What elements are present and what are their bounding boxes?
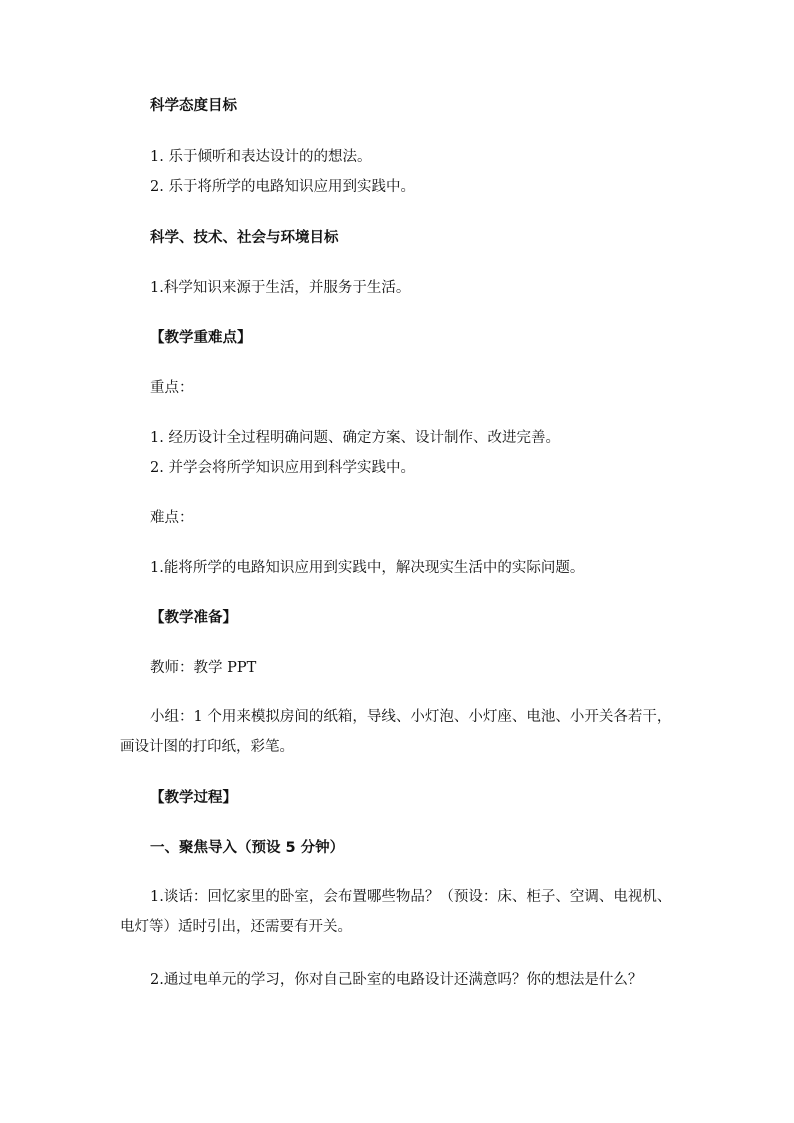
- attitude-item-2: 2. 乐于将所学的电路知识应用到实践中。: [150, 179, 415, 195]
- hard-item-1: 1.能将所学的电路知识应用到实践中，解决现实生活中的实际问题。: [150, 560, 585, 576]
- part1-paragraph-2: 2.通过电单元的学习，你对自己卧室的电路设计还满意吗？你的想法是什么？: [150, 972, 643, 988]
- part1-heading: 一、聚焦导入（预设 5 分钟）: [150, 840, 345, 856]
- sts-item-1: 1.科学知识来源于生活，并服务于生活。: [150, 280, 411, 296]
- prep-heading: 【教学准备】: [150, 610, 237, 626]
- attitude-heading: 科学态度目标: [150, 98, 237, 114]
- part1-paragraph-1: 1.谈话：回忆家里的卧室，会布置哪些物品？（预设：床、柜子、空调、电视机、电灯等）适时引出，还需要有开关。: [120, 889, 672, 935]
- process-heading: 【教学过程】: [150, 790, 237, 806]
- attitude-item-1: 1. 乐于倾听和表达设计的的想法。: [150, 149, 372, 165]
- key-item-1: 1. 经历设计全过程明确问题、确定方案、设计制作、改进完善。: [150, 430, 560, 446]
- sts-heading: 科学、技术、社会与环境目标: [150, 230, 339, 246]
- prep-teacher: 教师：教学 PPT: [150, 660, 257, 676]
- key-item-2: 2. 并学会将所学知识应用到科学实践中。: [150, 460, 415, 476]
- key-label: 重点：: [150, 380, 194, 396]
- difficulty-heading: 【教学重难点】: [150, 330, 252, 346]
- prep-group: 小组：1 个用来模拟房间的纸箱，导线、小灯泡、小灯座、电池、小开关各若干，画设计图的打印纸，彩笔。: [120, 709, 672, 755]
- hard-label: 难点：: [150, 510, 194, 526]
